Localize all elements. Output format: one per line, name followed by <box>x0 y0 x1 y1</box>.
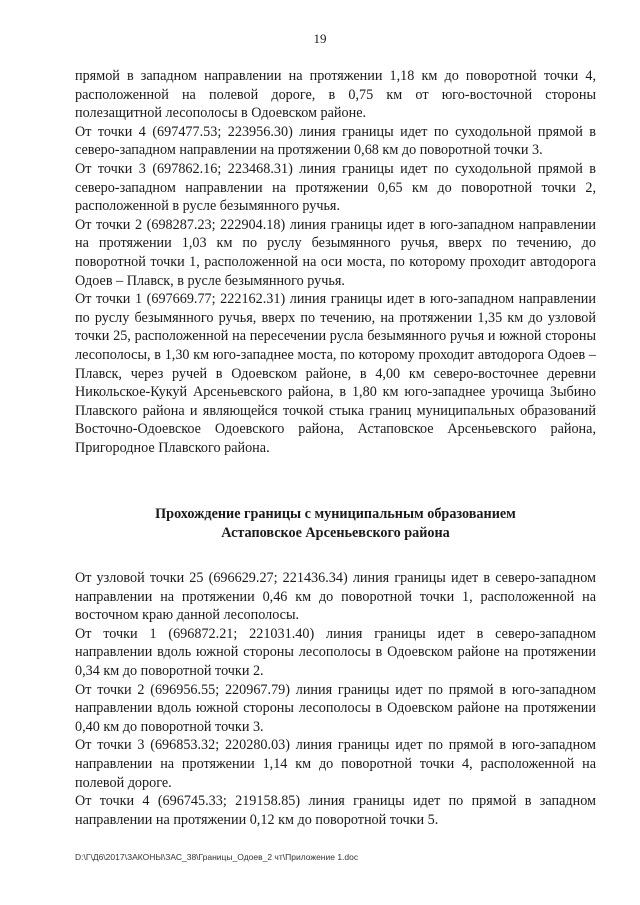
paragraph-s2-point-1: От точки 1 (696872.21; 221031.40) линия границы идет в северо-западном направлении вдоль южной стороны лесополосы в Одоевском районе на протяжении 0,34 км до поворотной точки 2. <box>75 625 596 679</box>
footer-file-path: D:\Г\Д6\2017\ЗАКОНЫ\ЗАС_38\Границы_Одоев_2 чт\Приложение 1.doc <box>75 852 359 862</box>
section-heading-line-1: Прохождение границы с муниципальным образованием <box>155 506 516 522</box>
paragraph-node-25: От узловой точки 25 (696629.27; 221436.34) линия границы идет в северо-западном направлении на протяжении 0,46 км до поворотной точки 1, расположенной на восточном краю данной лесополосы. <box>75 570 596 624</box>
paragraph-s2-point-3: От точки 3 (696853.32; 220280.03) линия границы идет по прямой в юго-западном направлении на протяжении 1,14 км до поворотной точки 4, расположенной на полевой дороге. <box>75 737 596 791</box>
paragraph-s2-point-4: От точки 4 (696745.33; 219158.85) линия границы идет по прямой в западном направлении на протяжении 0,12 км до поворотной точки 5. <box>75 793 596 828</box>
section-heading <box>75 505 596 542</box>
section-2-body <box>75 569 596 829</box>
paragraph-s2-point-2: От точки 2 (696956.55; 220967.79) линия границы идет по прямой в юго-западном направлении вдоль южной стороны лесополосы в Одоевском районе на протяжении 0,40 км до поворотной точки 3. <box>75 681 596 735</box>
section-heading-line-2: Астаповское Арсеньевского района <box>221 524 450 541</box>
paragraph-point-3: От точки 3 (697862.16; 223468.31) линия границы идет по суходольной прямой в северо-западном направлении на протяжении 0,65 км до поворотной точки 2, расположенной в русле безымянного ручья. <box>75 160 596 215</box>
section-1-body <box>75 67 596 457</box>
paragraph-point-4: От точки 4 (697477.53; 223956.30) линия границы идет по суходольной прямой в северо-западном направлении на протяжении 0,68 км до поворотной точки 3. <box>75 123 596 159</box>
page-number: 19 <box>313 31 327 46</box>
paragraph-point-1: От точки 1 (697669.77; 222162.31) линия границы идет в юго-западном направлении по руслу безымянного ручья, вверх по течению, на протяжении 1,35 км до узловой точки 25, расположенной на пересечении русла безымянного ручья и южной стороны лесополосы, в 1,30 км юго-западнее моста, по которому проходит автодорога Одоев – Плавск, через ручей в Одоевском районе, в 4,00 км северо-восточнее деревни Никольское-Кукуй Арсеньевского района, в 1,80 км юго-западнее урочища Зыбино Плавского района и являющейся точкой стыка границ муниципальных образований Восточно-Одоевское Одоевского района, Астаповское Арсеньевского района, Пригородное Плавского района. <box>75 291 596 456</box>
paragraph-point-2: От точки 2 (698287.23; 222904.18) линия границы идет в юго-западном направлении на протяжении 1,03 км по руслу безымянного ручья, вверх по течению, до поворотной точки 1, расположенной на оси моста, по которому проходит автодорога Одоев – Плавск, в русле безымянного ручья. <box>75 216 596 289</box>
paragraph-continuation: прямой в западном направлении на протяжении 1,18 км до поворотной точки 4, расположенной на полевой дороге, в 0,75 км от юго-восточной стороны полезащитной лесополосы в Одоевском районе. <box>75 68 596 122</box>
